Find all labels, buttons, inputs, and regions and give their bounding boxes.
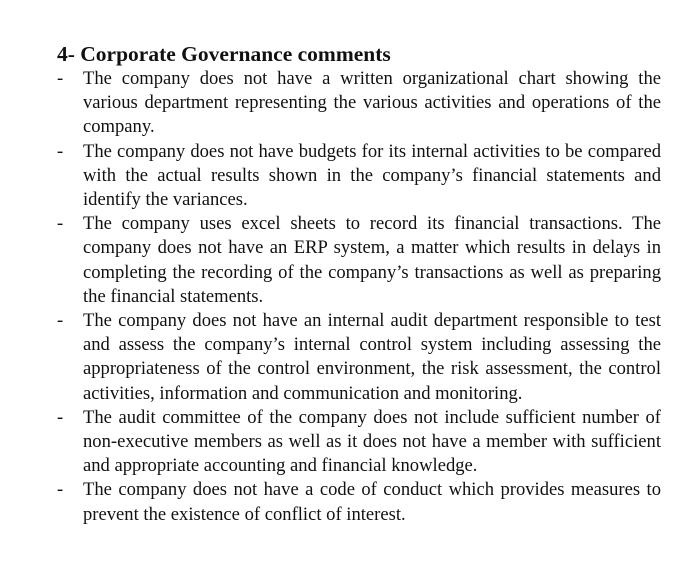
list-item-text: The audit committee of the company does not include sufficient number of non-executive members as well as it does not have a member with sufficient and appropriate accounting and financial knowledge. [83, 406, 661, 477]
list-item-text: The company does not have a written organizational chart showing the various department representing the various activities and operations of the company. [83, 68, 661, 138]
list-item-text: The company does not have budgets for its internal activities to be compared with the actual results shown in the company’s financial statements and identify the variances. [83, 140, 661, 211]
bullet-dash: - [57, 406, 64, 428]
bullet-dash: - [57, 68, 64, 89]
list-item [57, 478, 661, 526]
bullet-dash: - [57, 140, 64, 162]
list-item [57, 406, 661, 479]
list-item [57, 212, 661, 309]
list-item [57, 309, 661, 406]
comments-list [57, 67, 661, 527]
bullet-dash: - [57, 213, 64, 235]
list-item-text: The company does not have an internal audit department responsible to test and assess the company’s internal control system including assessing the appropriateness of the control environment, the risk assessment, the control activities, information and communication and monitoring. [83, 310, 661, 404]
list-item-text: The company uses excel sheets to record its financial transactions. The company does not have an ERP system, a matter which results in delays in completing the recording of the company’s transactions as well as preparing the financial statements. [83, 213, 661, 307]
list-item [57, 67, 661, 140]
bullet-dash: - [57, 479, 64, 501]
list-item [57, 140, 661, 213]
section-heading: 4- Corporate Governance comments [57, 42, 391, 66]
list-item-text: The company does not have a code of conduct which provides measures to prevent the existence of conflict of interest. [83, 479, 661, 525]
bullet-dash: - [57, 310, 64, 332]
